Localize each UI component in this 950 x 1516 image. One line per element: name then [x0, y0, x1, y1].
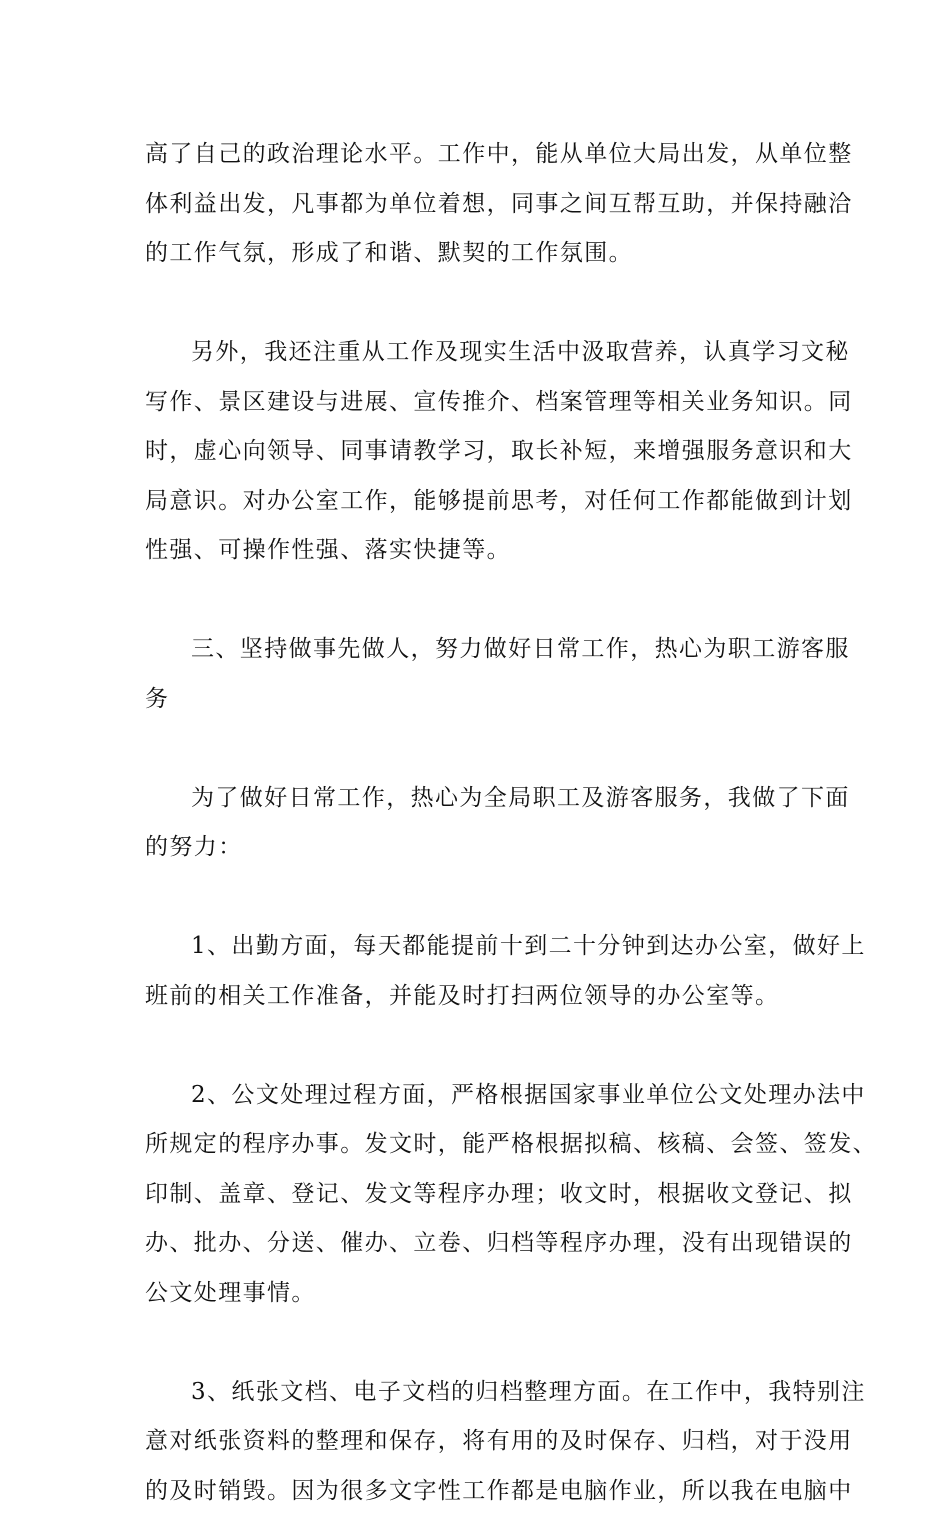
paragraph-gap	[145, 724, 835, 774]
paragraph-gap	[145, 1021, 835, 1071]
text-line: 体利益出发，凡事都为单位着想，同事之间互帮互助，并保持融洽	[145, 180, 835, 230]
paragraph-gap	[145, 1318, 835, 1368]
text-line: 的及时销毁。因为很多文字性工作都是电脑作业，所以我在电脑中	[145, 1467, 835, 1516]
document-body	[145, 130, 835, 1516]
text-line: 另外，我还注重从工作及现实生活中汲取营养，认真学习文秘	[145, 328, 835, 378]
text-line: 公文处理事情。	[145, 1269, 835, 1319]
text-line: 印制、盖章、登记、发文等程序办理；收文时，根据收文登记、拟	[145, 1170, 835, 1220]
section-heading-line: 三、坚持做事先做人，努力做好日常工作，热心为职工游客服	[145, 625, 835, 675]
text-line: 性强、可操作性强、落实快捷等。	[145, 526, 835, 576]
section-heading-line: 务	[145, 675, 835, 725]
text-line: 的努力：	[145, 823, 835, 873]
text-line: 1、出勤方面，每天都能提前十到二十分钟到达办公室，做好上	[145, 922, 835, 972]
paragraph-gap	[145, 576, 835, 626]
paragraph-gap	[145, 873, 835, 923]
text-line: 时，虚心向领导、同事请教学习，取长补短，来增强服务意识和大	[145, 427, 835, 477]
text-line: 2、公文处理过程方面，严格根据国家事业单位公文处理办法中	[145, 1071, 835, 1121]
text-line: 3、纸张文档、电子文档的归档整理方面。在工作中，我特别注	[145, 1368, 835, 1418]
text-line: 局意识。对办公室工作，能够提前思考，对任何工作都能做到计划	[145, 477, 835, 527]
text-line: 所规定的程序办事。发文时，能严格根据拟稿、核稿、会签、签发、	[145, 1120, 835, 1170]
text-line: 为了做好日常工作，热心为全局职工及游客服务，我做了下面	[145, 774, 835, 824]
text-line: 班前的相关工作准备，并能及时打扫两位领导的办公室等。	[145, 972, 835, 1022]
text-line: 高了自己的政治理论水平。工作中，能从单位大局出发，从单位整	[145, 130, 835, 180]
paragraph-gap	[145, 279, 835, 329]
text-line: 写作、景区建设与进展、宣传推介、档案管理等相关业务知识。同	[145, 378, 835, 428]
text-line: 办、批办、分送、催办、立卷、归档等程序办理，没有出现错误的	[145, 1219, 835, 1269]
text-line: 意对纸张资料的整理和保存，将有用的及时保存、归档，对于没用	[145, 1417, 835, 1467]
text-line: 的工作气氛，形成了和谐、默契的工作氛围。	[145, 229, 835, 279]
